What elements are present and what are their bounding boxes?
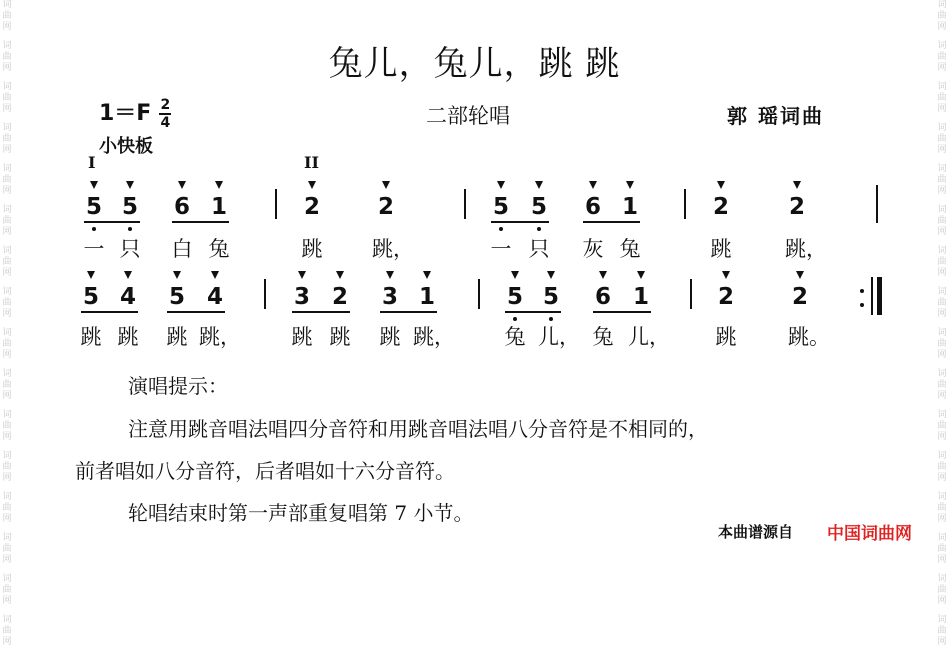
note-5: 5 — [530, 194, 547, 220]
watermark-glyph: 网 — [937, 309, 947, 319]
time-numerator: 2 — [160, 97, 171, 113]
eighth-underline — [172, 221, 229, 223]
staccato-mark — [637, 271, 645, 279]
note-4: 4 — [206, 284, 223, 310]
repeat-dot — [860, 303, 864, 307]
staccato-mark — [497, 181, 505, 189]
watermark-glyph: 曲 — [937, 626, 947, 636]
watermark-glyph: 词 — [937, 164, 947, 174]
watermark-glyph: 词 — [937, 574, 947, 584]
staccato-mark — [215, 181, 223, 189]
eighth-underline — [167, 311, 225, 313]
eighth-underline — [81, 311, 138, 313]
lyric-syllable: 儿， — [538, 325, 580, 349]
eighth-underline — [491, 221, 549, 223]
watermark-glyph: 网 — [2, 309, 12, 319]
watermark-glyph: 词 — [2, 123, 12, 133]
note-2: 2 — [331, 284, 348, 310]
eighth-underline — [583, 221, 640, 223]
repeat-bar-thin — [871, 277, 873, 315]
bar-line — [464, 189, 466, 219]
watermark-glyph: 曲 — [937, 380, 947, 390]
note-2: 2 — [717, 284, 734, 310]
watermark-glyph: 词 — [937, 287, 947, 297]
instructions-line-3: 轮唱结束时第一声部重复唱第 7 小节。 — [128, 501, 474, 525]
watermark-glyph: 词 — [937, 410, 947, 420]
staccato-mark — [90, 181, 98, 189]
staccato-mark — [717, 181, 725, 189]
watermark-glyph: 网 — [937, 145, 947, 155]
voice-marker-2: II — [304, 153, 319, 172]
staccato-mark — [511, 271, 519, 279]
author-credit: 郭 瑶词曲 — [727, 104, 824, 128]
note-2: 2 — [303, 194, 320, 220]
lyric-syllable: 跳 — [117, 325, 139, 349]
watermark-glyph: 曲 — [2, 626, 12, 636]
time-denominator: 4 — [160, 115, 171, 131]
lyric-syllable: 跳， — [785, 237, 827, 261]
lyric-syllable: 跳 — [301, 237, 323, 261]
note-1: 1 — [210, 194, 227, 220]
low-octave-dot — [499, 227, 503, 231]
lyric-syllable: 跳， — [372, 237, 414, 261]
watermark-glyph: 网 — [2, 473, 12, 483]
watermark-glyph: 网 — [937, 637, 947, 647]
watermark-glyph: 曲 — [2, 93, 12, 103]
key-label: 1＝F — [99, 101, 152, 126]
instructions-heading: 演唱提示： — [128, 374, 228, 398]
watermark-glyph: 曲 — [937, 257, 947, 267]
watermark-glyph: 曲 — [937, 11, 947, 21]
watermark-glyph: 词 — [2, 533, 12, 543]
staccato-mark — [178, 181, 186, 189]
tempo-marking: 小快板 — [99, 136, 153, 157]
watermark-glyph: 词 — [2, 410, 12, 420]
note-1: 1 — [418, 284, 435, 310]
watermark-glyph: 网 — [937, 268, 947, 278]
watermark-glyph: 网 — [937, 186, 947, 196]
watermark-glyph: 网 — [937, 596, 947, 606]
lyric-syllable: 跳 — [80, 325, 102, 349]
watermark-glyph: 词 — [937, 492, 947, 502]
watermark-glyph: 网 — [2, 514, 12, 524]
watermark-glyph: 词 — [2, 41, 12, 51]
eighth-underline — [380, 311, 437, 313]
lyric-syllable: 只 — [119, 237, 141, 261]
watermark-glyph: 词 — [2, 164, 12, 174]
lyric-syllable: 灰 — [582, 237, 604, 261]
watermark-glyph: 曲 — [937, 93, 947, 103]
voice-marker-1: I — [88, 153, 96, 172]
repeat-bar-thick — [877, 277, 882, 315]
watermark-glyph: 词 — [2, 615, 12, 625]
watermark-glyph: 网 — [2, 596, 12, 606]
note-5: 5 — [542, 284, 559, 310]
watermark-glyph: 词 — [2, 246, 12, 256]
bar-line — [684, 189, 686, 219]
staccato-mark — [87, 271, 95, 279]
note-1: 1 — [621, 194, 638, 220]
note-6: 6 — [173, 194, 190, 220]
watermark-glyph: 网 — [937, 63, 947, 73]
lyric-syllable: 跳， — [413, 325, 455, 349]
note-5: 5 — [85, 194, 102, 220]
watermark-glyph: 词 — [937, 205, 947, 215]
watermark-glyph: 曲 — [937, 298, 947, 308]
watermark-glyph: 曲 — [2, 257, 12, 267]
watermark-glyph: 曲 — [937, 339, 947, 349]
staccato-mark — [599, 271, 607, 279]
watermark-glyph: 网 — [937, 104, 947, 114]
note-2: 2 — [791, 284, 808, 310]
staccato-mark — [589, 181, 597, 189]
watermark-glyph: 词 — [2, 82, 12, 92]
watermark-glyph: 网 — [2, 145, 12, 155]
song-title: 兔儿，兔儿，跳 跳 — [328, 44, 621, 84]
lyric-syllable: 兔 — [619, 237, 641, 261]
note-5: 5 — [506, 284, 523, 310]
staccato-mark — [793, 181, 801, 189]
instructions-line-2: 前者唱如八分音符，后者唱如十六分音符。 — [75, 459, 455, 483]
watermark-glyph: 曲 — [937, 134, 947, 144]
bar-line — [275, 189, 277, 219]
watermark-glyph: 曲 — [2, 175, 12, 185]
lyric-syllable: 儿， — [628, 325, 670, 349]
lyric-syllable: 兔 — [504, 325, 526, 349]
watermark-glyph: 词 — [2, 451, 12, 461]
watermark-glyph: 曲 — [937, 503, 947, 513]
watermark-glyph: 网 — [2, 268, 12, 278]
watermark-glyph: 网 — [2, 227, 12, 237]
lyric-syllable: 一 — [490, 237, 512, 261]
watermark-glyph: 词 — [2, 574, 12, 584]
watermark-glyph: 曲 — [2, 52, 12, 62]
watermark-glyph: 词 — [937, 615, 947, 625]
watermark-glyph: 词 — [2, 492, 12, 502]
watermark-glyph: 曲 — [937, 216, 947, 226]
lyric-syllable: 跳 — [291, 325, 313, 349]
staccato-mark — [211, 271, 219, 279]
watermark-glyph: 网 — [937, 350, 947, 360]
watermark-left — [0, 0, 14, 647]
staccato-mark — [336, 271, 344, 279]
watermark-glyph: 曲 — [2, 11, 12, 21]
source-label: 本曲谱源自 — [718, 523, 794, 541]
lyric-syllable: 只 — [528, 237, 550, 261]
watermark-glyph: 曲 — [937, 462, 947, 472]
staccato-mark — [124, 271, 132, 279]
lyric-syllable: 跳 — [329, 325, 351, 349]
watermark-glyph: 词 — [937, 328, 947, 338]
note-2: 2 — [788, 194, 805, 220]
bar-line — [264, 279, 266, 309]
lyric-syllable: 兔 — [208, 237, 230, 261]
instructions-line-1: 注意用跳音唱法唱四分音符和用跳音唱法唱八分音符是不相同的， — [128, 417, 708, 441]
lyric-syllable: 白 — [171, 237, 193, 261]
lyric-syllable: 一 — [83, 237, 105, 261]
bar-line — [478, 279, 480, 309]
watermark-glyph: 词 — [937, 246, 947, 256]
staccato-mark — [722, 271, 730, 279]
note-6: 6 — [584, 194, 601, 220]
site-name-link[interactable]: 中国词曲网 — [827, 524, 912, 544]
staccato-mark — [308, 181, 316, 189]
watermark-glyph: 曲 — [937, 175, 947, 185]
watermark-glyph: 网 — [2, 186, 12, 196]
staccato-mark — [382, 181, 390, 189]
watermark-glyph: 网 — [937, 22, 947, 32]
staccato-mark — [535, 181, 543, 189]
watermark-glyph: 曲 — [2, 216, 12, 226]
watermark-glyph: 曲 — [937, 52, 947, 62]
watermark-glyph: 曲 — [937, 421, 947, 431]
staccato-mark — [626, 181, 634, 189]
note-5: 5 — [492, 194, 509, 220]
staccato-mark — [423, 271, 431, 279]
bar-line — [876, 185, 878, 223]
staccato-mark — [386, 271, 394, 279]
watermark-glyph: 网 — [2, 63, 12, 73]
lyric-syllable: 跳 — [710, 237, 732, 261]
watermark-glyph: 网 — [937, 432, 947, 442]
watermark-glyph: 网 — [937, 555, 947, 565]
watermark-glyph: 曲 — [2, 503, 12, 513]
watermark-glyph: 词 — [937, 41, 947, 51]
watermark-glyph: 网 — [937, 391, 947, 401]
watermark-glyph: 曲 — [2, 585, 12, 595]
watermark-glyph: 曲 — [2, 544, 12, 554]
watermark-glyph: 网 — [2, 555, 12, 565]
note-3: 3 — [381, 284, 398, 310]
watermark-glyph: 网 — [937, 473, 947, 483]
watermark-glyph: 曲 — [2, 339, 12, 349]
staccato-mark — [796, 271, 804, 279]
watermark-glyph: 词 — [937, 0, 947, 10]
lyric-syllable: 跳， — [199, 325, 241, 349]
watermark-glyph: 词 — [937, 82, 947, 92]
note-2: 2 — [712, 194, 729, 220]
watermark-glyph: 词 — [2, 328, 12, 338]
note-5: 5 — [168, 284, 185, 310]
lyric-syllable: 跳 — [379, 325, 401, 349]
note-4: 4 — [119, 284, 136, 310]
low-octave-dot — [92, 227, 96, 231]
part-label: 二部轮唱 — [426, 104, 510, 128]
eighth-underline — [84, 221, 140, 223]
watermark-glyph: 词 — [937, 533, 947, 543]
watermark-glyph: 曲 — [937, 585, 947, 595]
watermark-glyph: 网 — [937, 227, 947, 237]
watermark-glyph: 网 — [2, 22, 12, 32]
low-octave-dot — [549, 317, 553, 321]
watermark-glyph: 网 — [2, 432, 12, 442]
watermark-glyph: 网 — [2, 391, 12, 401]
low-octave-dot — [537, 227, 541, 231]
watermark-glyph: 词 — [2, 205, 12, 215]
eighth-underline — [593, 311, 651, 313]
watermark-glyph: 网 — [2, 350, 12, 360]
note-6: 6 — [594, 284, 611, 310]
watermark-glyph: 词 — [937, 451, 947, 461]
lyric-syllable: 跳 — [166, 325, 188, 349]
note-5: 5 — [121, 194, 138, 220]
watermark-glyph: 词 — [937, 123, 947, 133]
staccato-mark — [298, 271, 306, 279]
watermark-right — [935, 0, 949, 647]
watermark-glyph: 曲 — [2, 298, 12, 308]
key-signature — [99, 96, 171, 130]
watermark-glyph: 曲 — [2, 134, 12, 144]
watermark-glyph: 网 — [2, 104, 12, 114]
low-octave-dot — [513, 317, 517, 321]
note-1: 1 — [632, 284, 649, 310]
watermark-glyph: 词 — [937, 369, 947, 379]
watermark-glyph: 词 — [2, 369, 12, 379]
eighth-underline — [505, 311, 561, 313]
lyric-syllable: 跳 — [715, 325, 737, 349]
note-3: 3 — [293, 284, 310, 310]
watermark-glyph: 曲 — [937, 544, 947, 554]
lyric-syllable: 兔 — [592, 325, 614, 349]
eighth-underline — [292, 311, 350, 313]
watermark-glyph: 曲 — [2, 421, 12, 431]
watermark-glyph: 词 — [2, 287, 12, 297]
watermark-glyph: 曲 — [2, 380, 12, 390]
staccato-mark — [126, 181, 134, 189]
staccato-mark — [547, 271, 555, 279]
watermark-glyph: 网 — [937, 514, 947, 524]
lyric-syllable: 跳。 — [788, 325, 830, 349]
bar-line — [690, 279, 692, 309]
repeat-dot — [860, 289, 864, 293]
time-signature — [159, 98, 171, 130]
low-octave-dot — [128, 227, 132, 231]
staccato-mark — [173, 271, 181, 279]
note-2: 2 — [377, 194, 394, 220]
watermark-glyph: 词 — [2, 0, 12, 10]
watermark-glyph: 曲 — [2, 462, 12, 472]
watermark-glyph: 网 — [2, 637, 12, 647]
note-5: 5 — [82, 284, 99, 310]
